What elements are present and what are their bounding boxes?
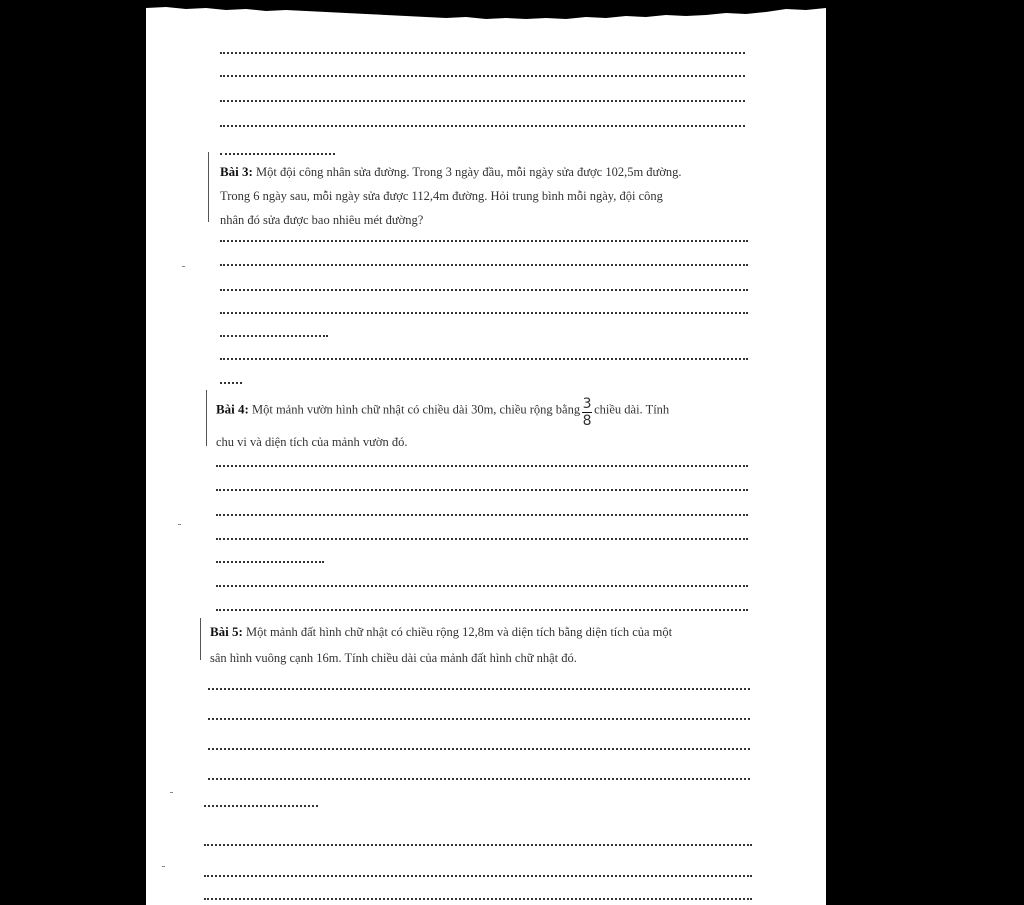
answer-line [208,748,750,750]
answer-line [220,358,748,360]
answer-line [220,75,745,77]
answer-line-short [220,382,242,384]
problem-5-line-1: Bài 5: Một mảnh đất hình chữ nhật có chiều rộng 12,8m và diện tích bằng diện tích của một [210,624,673,639]
answer-line-short [220,335,328,337]
problem-3-label: Bài 3: [220,164,253,179]
margin-bar [208,152,209,222]
problem-4-line-1: Bài 4: Một mảnh vườn hình chữ nhật có chiều dài 30m, chiều rộng bằng $\frac{3}{8}$ chiều dài. Tính [216,396,670,429]
answer-line [204,875,752,877]
answer-line [216,489,748,491]
margin-bar [200,618,201,660]
scan-speck [182,266,185,267]
worksheet-page [146,0,826,905]
answer-line [204,844,752,846]
answer-line [208,718,750,720]
answer-line [220,125,745,127]
problem-3-line-3: nhân đó sửa được bao nhiêu mét đường? [220,213,424,227]
answer-line [216,585,748,587]
problem-4-label: Bài 4: [216,401,249,417]
answer-line [216,465,748,467]
answer-line [220,52,745,54]
answer-line [204,898,752,900]
scan-speck [162,866,165,867]
answer-line [220,100,745,102]
answer-line-short [216,561,324,563]
answer-line [216,514,748,516]
margin-bar [206,390,207,446]
fraction-three-eighths: $\frac{3}{8}$ [582,396,592,429]
answer-line [208,778,750,780]
scan-speck [170,792,173,793]
problem-3 [220,160,820,232]
answer-line-short [220,153,335,155]
answer-line [220,264,748,266]
answer-line [220,312,748,314]
problem-5-label: Bài 5: [210,624,243,639]
answer-line-short [204,805,318,807]
answer-line [208,688,750,690]
answer-line [216,609,748,611]
problem-4 [216,394,816,457]
answer-line [216,538,748,540]
problem-4-line-2: chu vi và diện tích của mảnh vườn đó. [216,435,408,449]
problem-5-line-2: sân hình vuông cạnh 16m. Tính chiều dài của mảnh đất hình chữ nhật đó. [210,651,577,665]
problem-5 [210,620,820,670]
torn-top-edge [146,0,826,20]
problem-3-line-1: Bài 3: Một đội công nhân sửa đường. Trong 3 ngày đầu, mỗi ngày sửa được 102,5m đường. [220,164,682,179]
scan-speck [178,524,181,525]
problem-3-line-2: Trong 6 ngày sau, mỗi ngày sửa được 112,4m đường. Hỏi trung bình mỗi ngày, đội công [220,189,663,203]
answer-line [220,240,748,242]
answer-line [220,289,748,291]
